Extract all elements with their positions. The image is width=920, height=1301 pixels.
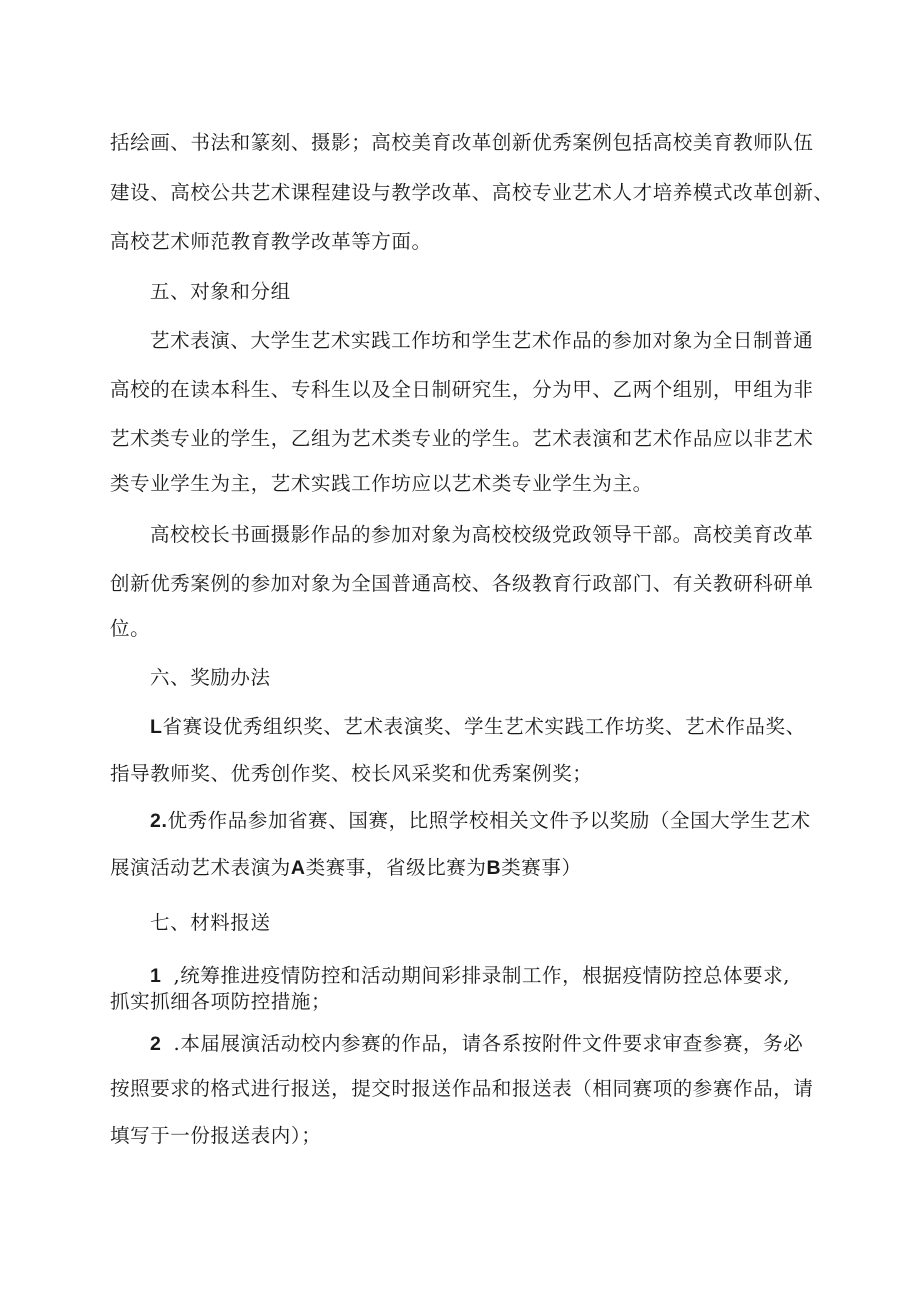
section-heading-6: 六、奖励办法 xyxy=(150,666,271,689)
line-text: 展演活动艺术表演为 xyxy=(110,856,291,879)
paragraph-line: 创新优秀案例的参加对象为全国普通高校、各级教育行政部门、有关教研科研单 xyxy=(110,572,814,595)
section-heading-5: 五、对象和分组 xyxy=(150,280,291,303)
list-item xyxy=(150,714,806,740)
list-item-text: 省赛设优秀组织奖、艺术表演奖、学生艺术实践工作坊奖、艺术作品奖、 xyxy=(162,715,806,738)
list-marker: L xyxy=(150,716,163,738)
paragraph-line: 类专业学生为主，艺术实践工作坊应以艺术类专业学生为主。 xyxy=(110,472,653,495)
paragraph-line: 高校的在读本科生、专科生以及全日制研究生，分为甲、乙两个组别，甲组为非 xyxy=(110,378,814,401)
paragraph-line: 指导教师奖、优秀创作奖、校长风采奖和优秀案例奖； xyxy=(110,762,593,785)
paragraph-line: 建设、高校公共艺术课程建设与教学改革、高校专业艺术人才培养模式改革创新、 xyxy=(110,181,834,204)
list-item xyxy=(150,963,790,989)
line-text: 类赛事，省级比赛为 xyxy=(305,856,487,879)
section-heading-7: 七、材料报送 xyxy=(150,911,271,934)
list-marker: 2 xyxy=(150,1033,162,1055)
list-item-text: 优秀作品参加省赛、国赛，比照学校相关文件予以奖励（全国大学生艺术 xyxy=(167,809,811,832)
paragraph-line: 位。 xyxy=(110,617,151,640)
list-marker: 1 xyxy=(150,965,162,987)
list-item-text: .本届展演活动校内参赛的作品，请各系按附件文件要求审查参赛，务必 xyxy=(173,1032,804,1055)
paragraph-line: 高校校长书画摄影作品的参加对象为高校校级党政领导干部。高校美育改革 xyxy=(150,523,814,546)
paragraph-line: 括绘画、书法和篆刻、摄影；高校美育改革创新优秀案例包括高校美育教师队伍 xyxy=(110,131,814,154)
list-item-text: ,统筹推进疫情防控和活动期间彩排录制工作，根据疫情防控总体要求, xyxy=(173,964,791,987)
line-text: 类赛事） xyxy=(501,856,582,879)
paragraph-line: 高校艺术师范教育教学改革等方面。 xyxy=(110,230,432,253)
category-b: B xyxy=(486,857,502,879)
category-a: A xyxy=(290,857,306,879)
paragraph-line: 艺术类专业的学生，乙组为艺术类专业的学生。艺术表演和艺术作品应以非艺术 xyxy=(110,427,814,450)
paragraph-line: 填写于一份报送表内）； xyxy=(110,1124,322,1147)
paragraph-line: 抓实抓细各项防控措施； xyxy=(110,990,332,1013)
paragraph-line xyxy=(110,855,582,881)
list-item xyxy=(150,1031,803,1057)
list-marker: 2. xyxy=(150,810,168,832)
list-item xyxy=(150,808,811,834)
paragraph-line: 艺术表演、大学生艺术实践工作坊和学生艺术作品的参加对象为全日制普通 xyxy=(150,329,814,352)
paragraph-line: 按照要求的格式进行报送，提交时报送作品和报送表（相同赛项的参赛作品，请 xyxy=(110,1077,814,1100)
